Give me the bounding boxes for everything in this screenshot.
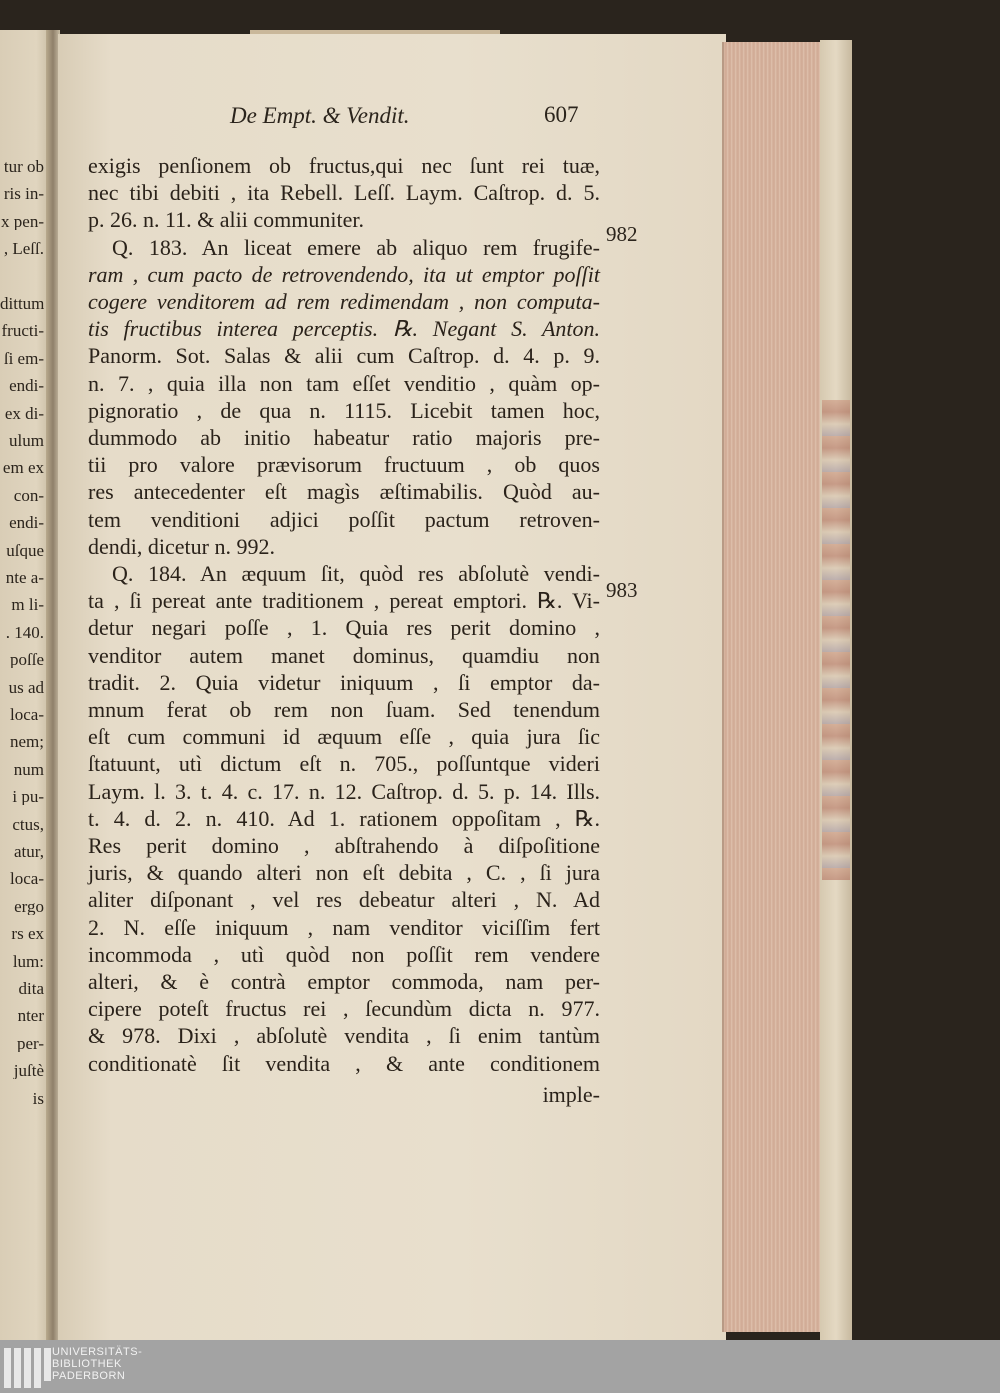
text-line: tii pro valore prævisorum fructuum , ob quos [88, 452, 600, 478]
left-page-fragment: juſtè [13, 1062, 44, 1080]
text-line: Res perit domino , abſtrahendo à diſpoſitione [88, 833, 600, 858]
left-page-fragment: ris in- [3, 185, 44, 203]
left-page-fragment: num [13, 760, 44, 778]
left-page-fragment: nte a- [5, 569, 44, 586]
logo-line: PADERBORN [52, 1370, 126, 1382]
page-number: 607 [544, 102, 579, 127]
page-edges [722, 42, 824, 1332]
binding-decoration [822, 400, 850, 880]
text-line: eſt cum communi id æquum eſſe , quia jura ſic [88, 724, 600, 750]
left-page-fragment: lum: [12, 952, 44, 970]
text-line: pignoratio , de qua n. 1115. Licebit tamen hoc, [88, 397, 600, 423]
logo-line: UNIVERSITÄTS- [52, 1346, 143, 1358]
left-page-fragment: x pen- [1, 212, 44, 230]
margin-number: 983 [606, 578, 638, 602]
left-page-fragment: atur, [14, 843, 44, 860]
text-line: incommoda , utì quòd non poſſit rem vendere [88, 941, 600, 967]
left-page-fragment: i pu- [12, 788, 44, 806]
left-page-fragment: rs ex [11, 925, 44, 943]
text-line: conditionatè ſit vendita , & ante conditionem [88, 1050, 600, 1076]
left-page-fragment: ctus, [12, 815, 44, 833]
left-page-fragment: m li- [11, 596, 44, 614]
library-footer [0, 1340, 1000, 1393]
text-line: Laym. l. 3. t. 4. c. 17. n. 12. Caſtrop. d. 5. p. 14. Ills. [88, 778, 600, 804]
text-line: ta , ſi pereat ante traditionem , pereat emptori. ℞. Vi- [88, 588, 600, 614]
text-line: detur negari poſſe , 1. Quia res perit domino , [88, 615, 600, 641]
left-page-fragment: loca- [10, 870, 44, 888]
text-line: & 978. Dixi , abſolutè vendita , ſi enim tantùm [88, 1023, 600, 1049]
catchword: imple- [542, 1081, 600, 1107]
text-line: juris, & quando alteri non eſt debita , C. , ſi jura [88, 860, 600, 886]
left-page-fragment: . 140. [5, 623, 44, 641]
text-line: aliter diſponant , vel res debeatur alteri , N. Ad [88, 887, 600, 913]
text-line: n. 7. , quia illa non tam eſſet venditio , quàm op- [88, 370, 600, 396]
text-line: cogere venditorem ad rem redimendam , non computa- [88, 289, 600, 314]
left-page-fragment: us ad [8, 678, 44, 696]
text-line: exigis penſionem ob fructus,qui nec ſunt rei tuæ, [88, 153, 600, 178]
text-line: alteri, & è contrà emptor commoda, nam per- [88, 969, 600, 994]
left-page-fragment: , Leſſ. [3, 240, 44, 258]
text-line: ram , cum pacto de retrovendendo, ita ut emptor poſſit [88, 261, 600, 287]
left-page-fragment: tur ob [3, 158, 44, 175]
left-page-fragment: em ex [2, 459, 44, 477]
left-page-fragment: nter [17, 1007, 44, 1025]
text-line: ſtatuunt, utì dictum eſt n. 705., poſſuntque videri [88, 751, 600, 777]
left-page-fragment: ulum [9, 432, 44, 449]
text-line: Panorm. Sot. Salas & alii cum Caſtrop. d. 4. p. 9. [88, 343, 600, 369]
text-line: mnum ferat ob rem non ſuam. Sed tenendum [88, 697, 600, 722]
left-page-fragment: dittum [0, 295, 44, 312]
left-page-fragment: con- [13, 486, 44, 504]
margin-number: 982 [606, 222, 638, 246]
running-header: De Empt. & Vendit. [230, 103, 410, 128]
text-line: Q. 183. An liceat emere ab aliquo rem frugife- [112, 234, 600, 260]
left-page-fragment: endi- [9, 377, 44, 395]
text-line: venditor autem manet dominus, quamdiu non [88, 642, 600, 668]
left-page-fragment: uſque [6, 541, 44, 559]
left-page-fragment: fructi- [1, 322, 44, 340]
left-page-fragment: endi- [9, 514, 44, 532]
left-page-fragment: loca- [10, 706, 44, 723]
text-line: nec tibi debiti , ita Rebell. Leſſ. Laym. Caſtrop. d. 5. [88, 180, 600, 206]
logo-line: BIBLIOTHEK [52, 1358, 122, 1370]
left-page-fragment: per- [16, 1034, 44, 1052]
text-line: tis fructibus interea perceptis. ℞. Negant S. Anton. [88, 316, 600, 342]
left-page-fragment: nem; [10, 733, 44, 751]
library-logo-text [52, 1346, 142, 1382]
left-page-fragment: ex di- [4, 404, 44, 422]
text-line: dendi, dicetur n. 992. [88, 533, 275, 559]
text-line: cipere poteſt fructus rei , ſecundùm dicta n. 977. [88, 996, 600, 1022]
text-line: tem venditioni adjici poſſit pactum retroven- [88, 506, 600, 532]
text-line: tradit. 2. Quia videtur iniquum , ſi emptor da- [88, 669, 600, 695]
text-line: t. 4. d. 2. n. 410. Ad 1. rationem oppoſitam , ℞. [88, 805, 600, 831]
left-page-fragment: ſi em- [3, 349, 44, 367]
text-line: Q. 184. An æquum ſit, quòd res abſolutè vendi- [112, 561, 600, 586]
left-page-fragment: dita [18, 980, 44, 997]
left-page-fragment: is [32, 1089, 44, 1107]
text-line: dummodo ab initio habeatur ratio majoris pre- [88, 425, 600, 450]
left-page-fragment: poſſe [10, 651, 44, 669]
text-line: 2. N. eſſe iniquum , nam venditor viciſſim fert [88, 914, 600, 940]
text-line: p. 26. n. 11. & alii communiter. [88, 207, 364, 233]
left-page-fragment: ergo [14, 897, 44, 915]
text-line: res antecedenter eſt magìs æſtimabilis. Quòd au- [88, 479, 600, 505]
